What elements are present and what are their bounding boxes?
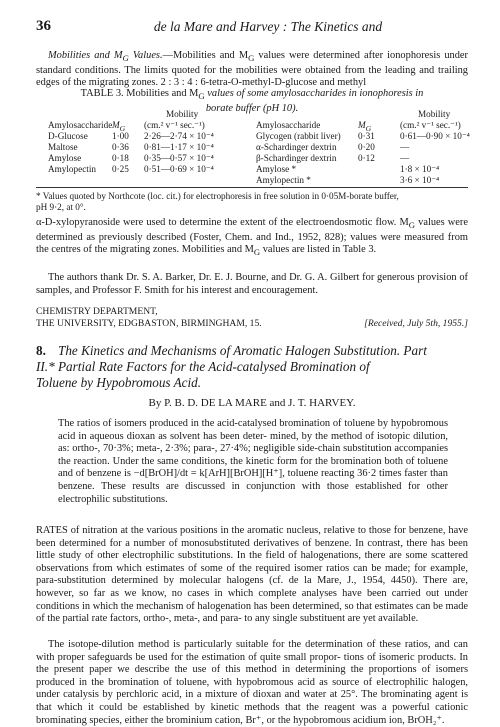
table-cell: 0·18	[112, 153, 129, 163]
intro-lead: Mobilities and M	[48, 50, 123, 61]
intro-lead-sub: G	[122, 53, 129, 64]
table-cell: 0·36	[112, 142, 129, 152]
table-cell: β-Schardinger dextrin	[256, 153, 337, 163]
byline: By P. B. D. DE LA MARE and J. T. HARVEY.	[148, 397, 356, 409]
table-cell: 0·61—0·90 × 10⁻⁴	[400, 131, 470, 141]
table-cell: D-Glucose	[48, 131, 88, 141]
table-cell: 0·20	[358, 142, 375, 152]
intro-line3: and trailing edges of the migrating zones. 2 : 3 : 4 : 6-tetra-O-methyl-D-glucose and methyl	[36, 64, 468, 89]
table-footnote	[36, 191, 468, 213]
received-date: [Received, July 5th, 1955.]	[364, 318, 468, 329]
page-number: 36	[36, 18, 51, 34]
article-number: 8.	[36, 343, 46, 358]
table-cell: Amylose *	[256, 164, 297, 174]
body-line: established by kinetic methods that the reagent was a powerful cationic brominating	[36, 701, 468, 726]
footnote-line2: pH 9·2, at 0°.	[36, 202, 86, 212]
table-cell: Maltose	[48, 142, 78, 152]
body-paragraph-1	[36, 525, 468, 626]
body-line: RATES of nitration at the various positions in the aromatic nucleus, relative to those for	[36, 525, 409, 536]
table-cell: 0·25	[112, 164, 129, 174]
table-cell: 0·35—0·57 × 10⁻⁴	[144, 153, 214, 163]
body-line: of the partial rate factors, ortho-, meta-, and para- to any single substituent are yet available.	[36, 613, 419, 625]
col-unit-2: (cm.² v⁻¹ sec.⁻¹)	[400, 120, 461, 130]
table-cell: Amylose	[48, 153, 82, 163]
caption-line1: TABLE 3. Mobilities and M	[80, 88, 199, 99]
body-line: tions of isomeric products. In the present paper we describe the use of this method in	[36, 651, 468, 676]
body-line: ratios, and can with proper safeguards be used for the estimation of quite small propor-	[36, 639, 468, 663]
mobility-heading: Mobility	[166, 109, 199, 119]
table-cell: Amylopectin *	[256, 175, 311, 185]
body-line: hypobromous acid as source of electrophilic halogen, under catalysis by perchloric acid,	[36, 676, 468, 701]
table-cell: 0·31	[358, 131, 375, 141]
table-cell: 2·26—2·74 × 10⁻⁴	[144, 131, 214, 141]
table-cell: 1·00	[112, 131, 129, 141]
table-row	[48, 142, 468, 153]
abstract: The ratios of isomers produced in the acid-catalysed bromination of toluene by hypobromous acid in aqueous dioxan as solvent has been deter- mined, by the method of isotopic dilution, as: ortho-, 70·3%; meta-, 2·3%; para-, 27·4%; negligible side-chain substitution accompanies the reaction. Under the same conditions, the kinetic form for the bromination both of toluene and of benzene is −d[BrOH]/dt = k[ArH][BrOH][H⁺], toluene reacting 36·2 times faster than benzene. These results are discussed in conjunction with those established for other electrophilic substitutions.	[58, 418, 448, 505]
table-cell: —	[400, 153, 410, 163]
address-line1: CHEMISTRY DEPARTMENT,	[36, 306, 158, 317]
col-compound-2: Amylosaccharide	[256, 120, 321, 130]
address-block	[36, 306, 468, 330]
table-body	[48, 131, 468, 186]
title-line1: The Kinetics and Mechanisms of Aromatic Halogen Substitution. Part	[58, 343, 427, 358]
body-line: benzene, have been determined for a number of monosubstituted derivatives of benzene.	[36, 525, 469, 549]
table-row	[48, 153, 468, 164]
thanks-line2: provision of samples, and Professor F. Smith for his interest and encouragement.	[36, 272, 468, 296]
caption-line2: borate buffer (pH 10).	[205, 102, 299, 114]
intro-line1-sub: G	[248, 53, 255, 64]
table-row	[48, 131, 468, 142]
body-line: The isotope-dilution method is particularly suitable for the determination of these	[48, 639, 405, 650]
intro-paragraph	[36, 50, 468, 90]
col-mg-2: $M_G$	[358, 120, 372, 133]
table-cell: 3·6 × 10⁻⁴	[400, 175, 440, 185]
intro-line2: under standard conditions. The limits quoted for the mobilities were obtained from the leading	[36, 50, 469, 76]
after-table-paragraph: α-D-xylopyranoside were used to determine the extent of the electroendosmotic flow. $M_G$ values were determined as previously described (Foster, Chem. and Ind., 1952, 828); values were measured from the centres of the migrating zones. Mobilities and $M_G$ values are listed in Table 3.	[36, 217, 468, 258]
table-row	[48, 175, 468, 186]
table-cell: 0·12	[358, 153, 375, 163]
intro-line1-rest: values were determined after ionophoresis	[254, 50, 441, 61]
after-line2: values were determined as previously described (Foster, Chem. and Ind., 1952, 828); values	[36, 217, 468, 243]
table-cell: Glycogen (rabbit liver)	[256, 131, 341, 141]
intro-lead2: Values.	[128, 50, 163, 61]
table-cell: 0·81—1·17 × 10⁻⁴	[144, 142, 214, 152]
caption-rest: values of some amylosaccharides in ionophoresis in	[204, 88, 424, 99]
col-unit: (cm.² v⁻¹ sec.⁻¹)	[144, 120, 205, 130]
body-paragraph-2	[36, 639, 468, 727]
body-line: species, either the brominium cation, Br⁺, or the hypobromous acidium ion, BrOH₂⁺.	[89, 714, 445, 726]
table-cell: α-Schardinger dextrin	[256, 142, 337, 152]
body-line: molecular halogens (cf. de la Mare, J., 1954, 4450). There are, however, so far as we	[36, 575, 469, 599]
thanks-line1: The authors thank Dr. S. A. Barker, Dr. E. J. Bourne, and Dr. G. A. Gilbert for generous	[48, 272, 415, 283]
intro-line1: —Mobilities and M	[162, 50, 249, 61]
table-rule	[36, 187, 468, 188]
body-line: know, no cases in which complete analyses have been carried out under conditions in	[36, 587, 468, 612]
col-compound: Amylosaccharide	[48, 120, 113, 130]
body-line: In contrast, there has been little study of other electrophilic substitutions. In the field	[36, 537, 468, 562]
acknowledgement	[36, 272, 468, 297]
table-head-row-1	[48, 109, 468, 120]
after-line1: α-D-xylopyranoside were used to determine the extent of the electroendosmotic flow. M	[36, 217, 409, 228]
table-cell: 1·8 × 10⁻⁴	[400, 164, 440, 174]
after-line4: in Table 3.	[332, 244, 377, 256]
table-head-row-2	[48, 120, 468, 131]
table-cell: Amylopectin	[48, 164, 96, 174]
body-line: determining the proportions of isomers produced in the bromination of toluene, with	[36, 664, 468, 688]
body-line: of halogenations, there are some scattered observations from which estimates of some of	[36, 550, 468, 574]
title-line2: II.* Partial Rate Factors for the Acid-catalysed Bromination of	[36, 359, 370, 374]
body-line: in a mixture of dioxan and water at 25°. The brominating agent is that which it could be	[36, 689, 469, 713]
body-line: which the mechanism of halogenation has been determined, so that estimates can be made	[92, 600, 469, 612]
mobility-table	[48, 109, 468, 186]
footnote-line1: * Values quoted by Northcote (loc. cit.) for electrophoresis in free solution in 0·05M-borate buffer,	[36, 191, 399, 201]
body-line: the required isomer ratios can be made; for example, para-substitution determined by	[36, 562, 468, 587]
title-line3: Toluene by Hypobromous Acid.	[36, 375, 202, 390]
caption-sub: G	[198, 91, 205, 102]
after-line3: were measured from the centres of the migrating zones. Mobilities and M	[36, 231, 468, 256]
mobility-heading-2: Mobility	[418, 109, 451, 119]
table-row	[48, 164, 468, 175]
col-mg: $M_G$	[112, 120, 126, 133]
page-header	[36, 18, 470, 38]
table-cell: —	[400, 142, 410, 152]
address-line2: THE UNIVERSITY, EDGBASTON, BIRMINGHAM, 15.	[36, 318, 262, 329]
running-head: de la Mare and Harvey : The Kinetics and	[153, 19, 383, 34]
table-cell: 0·51—0·69 × 10⁻⁴	[144, 164, 214, 174]
article-title	[36, 343, 468, 391]
